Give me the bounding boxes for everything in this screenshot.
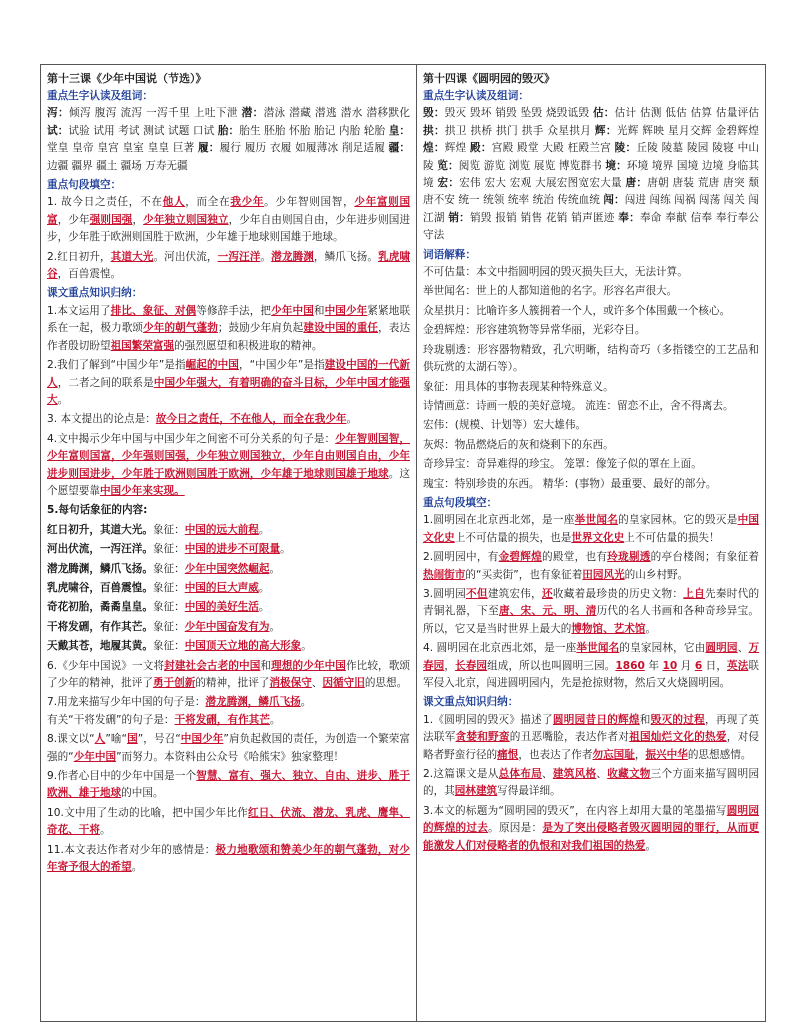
vocab-item: 象征：用具体的事物表现某种特殊意义。: [423, 380, 614, 393]
body-text: 2.红日初升，: [47, 250, 111, 263]
punctuation: 。: [258, 581, 270, 594]
symbol-sentence: 河出伏流，一泻汪洋。: [47, 543, 153, 556]
body-text: ，也表达了作者: [518, 748, 593, 761]
body-text: 2.我们了解到“中国少年”是指: [47, 359, 186, 372]
body-text: 月: [677, 659, 695, 672]
symbol-row: [47, 541, 410, 558]
symbol-row: [47, 599, 410, 616]
body-text: 1.《圆明园的毁灭》描述了: [423, 713, 553, 726]
body-text: 等修辞手法，把: [196, 304, 272, 317]
section-heading-words: 重点生字认读及组词：: [47, 90, 153, 102]
word-key: 履：: [198, 142, 220, 155]
body-text: 4. 圆明园在北京西北郊，是一座: [423, 642, 577, 655]
answer-text: 中国少年: [180, 733, 224, 746]
knowledge-10: [47, 805, 410, 840]
answer-text: 圆明园昔日的辉煌: [552, 713, 640, 726]
knowledge-7: [47, 694, 410, 729]
word-group: 销毁 报销 销售 花销 销声匿迹: [470, 211, 619, 224]
answer-text: 上自: [683, 587, 705, 600]
word-group: 环境 境界 国境 边境 身临其境: [423, 159, 760, 190]
body-text: 。: [260, 250, 272, 263]
section-heading-knowledge: 课文重点知识归纳：: [47, 287, 143, 300]
body-text: 上不可估量的损失！: [624, 531, 720, 544]
word-group: 估计 估测 低估 估算 估量评估: [614, 107, 760, 120]
symbol-meaning: 中国的进步不可限量: [184, 543, 281, 556]
symbol-sentence: 红日初升，其道大光。: [47, 523, 153, 536]
lesson-14-title: 第十四课《圆明园的毁灭》: [423, 72, 555, 85]
vocab-item: 金碧辉煌：形容建筑物等异常华丽，光彩夺目。: [423, 324, 646, 337]
answer-text: 故今日之责任，不在他人，而全在我少年: [155, 413, 347, 426]
body-text: 1.本文运用了: [47, 304, 111, 317]
symbol-sentence: 奇花初胎，矞矞皇皇。: [47, 601, 153, 614]
section-heading-words: 重点生字认读及组词：: [423, 90, 529, 102]
body-text: 的思想感情。: [687, 748, 752, 761]
body-text: 的山乡村野。: [624, 568, 689, 581]
fill-blank-2: [47, 249, 410, 284]
worksheet-table: [40, 64, 766, 1022]
body-text: 年: [644, 659, 663, 672]
answer-text: 贪婪和野蛮: [455, 731, 510, 744]
answer-text: 建筑风格: [552, 768, 597, 781]
word-key: 估：: [592, 107, 615, 120]
word-group: 履行 履历 衣履 如履薄冰 削足适履: [219, 142, 389, 155]
fill-blank-2: [423, 549, 759, 584]
body-text: 。: [269, 713, 281, 726]
knowledge-11: [47, 842, 410, 877]
symbol-row: [47, 619, 410, 636]
word-key: 煌：: [423, 142, 445, 155]
answer-text: 圆明园的辉煌的过去: [423, 804, 759, 835]
word-group: 丘陵 陵墓 陵园 陵寝 中山陵: [423, 142, 760, 172]
answer-text: 玲珑剔透: [607, 551, 651, 564]
knowledge-5-heading: 5.每句话象征的内容:: [47, 504, 148, 517]
body-text: 2.圆明园中，有: [423, 551, 499, 564]
body-text: 、: [542, 768, 553, 781]
answer-text: 少年中国: [271, 304, 314, 317]
answer-text: 总体布局: [498, 768, 543, 781]
answer-text: 封建社会古老的中国: [164, 659, 261, 672]
answer-text: 英法: [727, 659, 749, 672]
answer-text: 举世闻名: [574, 514, 619, 527]
vocab-item: 宏伟：(规模、计划等）宏大雄伟。: [423, 419, 587, 432]
symbol-sentence: 乳虎啸谷，百兽震惶。: [47, 581, 153, 594]
symbol-label: 象征：: [152, 581, 185, 594]
vocab-item: 众星拱月：比喻许多人簇拥着一个人，或许多个体围戴一个核心。: [423, 304, 731, 317]
symbol-sentence: 潜龙腾渊，鳞爪飞扬。: [47, 562, 153, 575]
body-text: 4.文中揭示少年中国与中国少年之间密不可分关系的句子是：: [47, 432, 336, 445]
body-text: ”，号召“: [137, 733, 181, 746]
answer-text: 强则国强: [89, 213, 133, 226]
body-text: 组成，所以也叫圆明三园。: [487, 659, 616, 672]
body-text: ，表达作者殷切盼望: [47, 322, 411, 352]
knowledge-1: [47, 303, 410, 355]
body-text: ，百兽震惶。: [57, 268, 122, 281]
answer-text: 潜龙腾渊，鳞爪飞扬: [205, 696, 301, 709]
body-text: ，而全在: [185, 196, 231, 209]
body-text: 三个方面来描写圆明园的，其: [423, 768, 760, 798]
answer-text: 少年独立则国独立: [143, 213, 229, 226]
word-group: 阅览 游览 浏览 展览 博览群书: [458, 159, 606, 172]
word-key: 陵：: [614, 142, 637, 155]
vocab-list: [423, 264, 759, 493]
body-text: 的皇家园林，它由: [619, 642, 706, 655]
answer-text: 中国文化史: [423, 514, 760, 544]
answer-text: 理想的少年中国: [271, 659, 346, 672]
body-text: 。: [300, 696, 312, 709]
word-key: 闯：: [603, 194, 625, 207]
symbol-meaning: 中国的巨大声威: [184, 581, 259, 594]
fill-blank-1: [423, 512, 759, 547]
answer-text: 园林建筑: [454, 785, 498, 798]
word-key: 毁：: [423, 107, 445, 120]
word-group: 潜泳 潜藏 潜逃 潜水 潜移默化: [263, 107, 411, 120]
answer-text: 10: [662, 659, 678, 672]
body-text: 历代的名人书画和各种奇珍异宝。所以，它又是当时世界上最大的: [423, 605, 760, 635]
body-text: ；鼓励少年肩负起: [217, 322, 304, 335]
body-text: 收藏着最珍贵的历史文物：: [552, 587, 684, 600]
answer-text: 人: [94, 733, 106, 746]
answer-text: 毁灭的过程: [650, 713, 705, 726]
answer-text: 红日、伏流、潜龙、乳虎、鹰隼、奇花、干将: [47, 806, 410, 837]
symbol-label: 象征：: [152, 620, 185, 633]
word-key: 疆：: [388, 142, 410, 155]
word-key: 殿：: [470, 142, 492, 155]
word-group: 辉煌: [444, 142, 471, 155]
body-text: 的殿堂，也有: [542, 551, 608, 564]
word-key: 境：: [605, 159, 627, 172]
knowledge-4: [47, 431, 410, 501]
body-text: 、: [596, 768, 608, 781]
symbol-meaning: 中国的远大前程: [184, 523, 259, 536]
body-text: 。: [99, 824, 111, 837]
word-key: 销：: [448, 211, 471, 224]
answer-text: 收藏文物: [607, 768, 651, 781]
body-text: 的“买卖街”，也有象征着: [465, 568, 583, 581]
body-text: 。: [645, 622, 657, 635]
word-key: 览：: [437, 159, 459, 172]
vocab-item: 不可估量：本文中指圆明园的毁灭损失巨大，无法计算。: [423, 266, 688, 279]
word-list: [47, 105, 410, 175]
body-text: 3.圆明园: [423, 587, 466, 600]
word-key: 奉：: [618, 211, 640, 224]
word-list: [423, 105, 759, 244]
word-group: 堂皇 皇帝 皇宫 皇室 皇皇 巨著: [47, 142, 198, 155]
body-text: 1.圆明园在北京西北郊，是一座: [423, 514, 575, 527]
body-text: 。原因是：: [488, 822, 543, 835]
answer-text: 因循守旧: [322, 677, 365, 689]
word-key: 唐：: [625, 177, 648, 190]
body-text: ”肩负起救国的责任，为创造一个繁荣富强的“: [47, 733, 410, 763]
fill-blank-4: [423, 640, 759, 692]
body-text: 上不可估量的损失，也是: [454, 531, 572, 544]
answer-text: 祖国灿烂文化的热爱: [629, 731, 727, 744]
word-group: 试验 试用 考试 测试 试题 口试: [68, 124, 218, 137]
answer-text: 中国少年强大，有着明确的奋斗目标，少年中国才能强大: [47, 376, 411, 406]
word-group: 毁灭 毁坏 销毁 坠毁 烧毁诋毁: [444, 107, 593, 120]
body-text: ，“中国少年”是指: [238, 359, 325, 372]
answer-text: 圆明园: [705, 642, 738, 655]
answer-text: 消极保守: [269, 677, 312, 689]
body-text: 的思想。: [364, 677, 408, 689]
answer-text: 少年中国: [73, 750, 117, 763]
knowledge-3: [423, 803, 759, 855]
body-text: 8.课文以“: [47, 733, 95, 746]
answer-text: 一泻汪洋: [217, 250, 261, 263]
answer-text: 建设中国的重任: [303, 322, 379, 335]
symbol-meaning: 中国的美好生活: [184, 601, 259, 614]
symbol-meaning: 少年中国奋发有为: [184, 620, 270, 633]
body-text: 、: [737, 642, 749, 655]
body-text: 。少年智则国智，: [264, 196, 355, 209]
symbol-label: 象征：: [152, 562, 185, 575]
body-text: 6.《少年中国说》一文将: [47, 659, 165, 672]
answer-text: 唐、宋、元、明、清: [498, 605, 597, 618]
lesson-14-column: [417, 65, 765, 1021]
section-heading-knowledge: 课文重点知识归纳：: [423, 696, 519, 709]
body-text: 建筑宏伟，: [487, 587, 543, 600]
answer-text: 万春园: [423, 642, 760, 672]
lesson-13-title: 第十三课《少年中国说（节选）》: [47, 72, 207, 85]
body-text: 7.用龙来描写少年中国的句子是：: [47, 696, 206, 709]
word-group: 边疆 疆界 疆土 疆场 万寿无疆: [47, 159, 188, 172]
symbol-row: [47, 580, 410, 597]
body-text: 的亭台楼阁；有象征着: [650, 551, 760, 564]
answer-text: 还: [542, 587, 553, 600]
body-text: 、: [311, 677, 323, 689]
knowledge-6: [47, 658, 410, 693]
body-text: ，再现了英法联军: [423, 713, 760, 744]
answer-text: 祖国繁荣富强: [110, 339, 175, 352]
body-text: 日，: [702, 659, 728, 672]
vocab-item: 瑰宝：特别珍贵的东西。 精华：(事物）最重要、最好的部分。: [423, 477, 717, 490]
body-text: ，少年自由则国自由，少年进步则国进步，少年胜于欧洲则国胜于欧洲，少年雄于地球则国雄于地球。: [47, 213, 411, 244]
word-key: 辉：: [594, 124, 617, 137]
body-text: 。: [346, 413, 358, 426]
word-key: 皇：: [388, 124, 410, 137]
answer-text: 勿忘国耻: [592, 748, 635, 761]
answer-text: 博物馆、艺术馆: [571, 622, 646, 635]
section-heading-vocab: 词语解释：: [423, 248, 476, 261]
body-text: 11.本文表达作者对少年的感情是：: [47, 843, 216, 856]
answer-text: 1860: [615, 659, 645, 672]
body-text: ，少年: [57, 213, 90, 226]
answer-text: 少年的朝气蓬勃: [143, 322, 218, 335]
knowledge-2: [47, 357, 410, 409]
body-text: ，鳞爪飞扬。: [313, 250, 379, 263]
body-text: 作比较，歌颂了少年的精神，批评了: [47, 659, 411, 689]
fill-blank-3: [423, 586, 759, 638]
body-text: 的精神，批评了: [195, 677, 270, 689]
symbol-row: [47, 561, 410, 578]
answer-text: 少年富则国富: [47, 196, 411, 226]
body-text: 9.作者心目中的少年中国是一个: [47, 770, 197, 783]
body-text: 的皇家园林。它的毁灭是: [618, 514, 738, 527]
punctuation: 。: [269, 562, 281, 575]
word-group: 倾泻 腹泻 流泻 一泻千里 上吐下泄: [68, 107, 242, 120]
symbol-sentence: 干将发硎，有作其芒。: [47, 620, 153, 633]
punctuation: 。: [301, 640, 312, 653]
word-group: 光辉 辉映 星月交辉 金碧辉煌: [616, 124, 760, 137]
word-group: 唐朝 唐装 荒唐 唐突 颓唐不安 统一 统领 统率 统治 传统血统: [423, 177, 760, 207]
body-text: 3. 本文提出的论点是：: [47, 413, 156, 426]
answer-text: 乳虎啸谷: [47, 250, 411, 281]
word-key: 拱：: [423, 124, 445, 137]
body-text: ”喻“: [105, 733, 128, 746]
word-group: 拱卫 拱桥 拱门 拱手 众星拱月: [444, 124, 595, 137]
body-text: 有关“干将发硎”的句子是：: [47, 713, 175, 726]
symbol-row: [47, 638, 410, 655]
symbol-label: 象征：: [152, 543, 185, 556]
knowledge-2: [423, 766, 759, 801]
punctuation: 。: [258, 523, 270, 536]
vocab-item: 举世闻名：世上的人都知道他的名字。形容名声很大。: [423, 285, 678, 298]
body-text: ，二者之间的联系是: [57, 376, 154, 389]
body-text: 1. 故今日之责任，不在: [47, 196, 163, 209]
word-group: 奉命 奉献 信奉 奉行奉公守法: [423, 211, 760, 242]
answer-text: 干将发硎，有作其芒: [174, 713, 270, 726]
symbol-sentence: 天戴其苍，地履其黄。: [47, 640, 153, 653]
answer-text: 长春园: [455, 659, 488, 672]
word-group: 闯进 闯练 闯祸 闯荡 闯关 闯江湖: [423, 194, 759, 224]
word-key: 试：: [47, 124, 69, 137]
answer-text: 中国少年: [324, 304, 368, 317]
answer-text: 少年智则国智，少年富则国富，少年强则国强，少年独立则国独立，少年自由则国自由，少年进步则国进步，少年胜于欧洲则国胜于欧洲，少年雄于地球则国雄于地球: [47, 432, 411, 480]
section-heading-sentences: 重点句段填空：: [47, 179, 122, 192]
answer-text: 他人: [162, 196, 186, 209]
answer-text: 金碧辉煌: [498, 551, 543, 564]
answer-text: 热闹街市: [423, 568, 466, 581]
answer-text: 痛恨: [497, 748, 519, 761]
word-group: 宫殿 殿堂 大殿 枉殿兰宫: [491, 142, 615, 155]
answer-text: 田园风光: [582, 568, 625, 581]
word-key: 宏：: [437, 177, 460, 190]
answer-text: 崛起的中国: [185, 359, 239, 372]
word-key: 胎：: [217, 124, 240, 137]
body-text: 。: [57, 393, 69, 406]
answer-text: 世界文化史: [571, 531, 625, 544]
body-text: 和: [313, 304, 325, 317]
knowledge-9: [47, 768, 410, 803]
body-text: 。: [645, 839, 657, 852]
word-group: 胎生 胚胎 怀胎 胎记 内胎 轮胎: [239, 124, 389, 137]
body-text: ，: [444, 659, 456, 672]
body-text: 的丑恶嘴脸，表达作者对: [509, 731, 630, 744]
body-text: 10.文中用了生动的比喻，把中国少年比作: [47, 806, 248, 819]
vocab-item: 灰烬：物品燃烧后的灰和烧剩下的东西。: [423, 438, 614, 451]
answer-text: 智慧、富有、强大、独立、自由、进步、胜于欧洲、雄于地球: [47, 770, 411, 800]
punctuation: 。: [280, 543, 291, 556]
body-text: ，: [634, 748, 646, 761]
section-heading-sentences: 重点句段填空：: [423, 496, 498, 509]
body-text: 紧紧地联系在一起，极力歌颂: [47, 304, 411, 335]
knowledge-8: [47, 731, 410, 766]
answer-text: 是为了突出侵略者毁灭圆明园的罪行，从而更能激发人们对侵略者的仇恨和对我们祖国的热爱: [423, 822, 760, 852]
answer-text: 举世闻名: [576, 642, 620, 655]
body-text: 的强烈愿望和积极进取的精神。: [174, 339, 323, 352]
word-key: 泻：: [47, 107, 69, 120]
word-group: 宏伟 宏大 宏观 大展宏图宽宏大量: [459, 177, 626, 190]
answer-text: 6: [694, 659, 703, 672]
answer-text: 勇于创新: [152, 677, 196, 689]
answer-text: 极力地歌颂和赞美少年的朝气蓬勃，对少年寄予很大的希望: [47, 843, 410, 874]
body-text: 。这个愿望要靠: [47, 467, 411, 497]
body-text: ，对侵略者野蛮行径的: [423, 731, 760, 761]
answer-text: 其道大光: [110, 250, 154, 263]
symbol-row: [47, 522, 410, 539]
answer-text: 国: [127, 733, 138, 746]
lesson-13-column: [41, 65, 417, 1021]
fill-blank-1: [47, 194, 410, 246]
vocab-item: 玲珑剔透：形容器物精致，孔穴明晰，结构奇巧（多指镂空的工艺品和供玩赏的太湖石等）。: [423, 343, 759, 374]
symbol-label: 象征：: [152, 523, 185, 536]
symbol-label: 象征：: [152, 640, 185, 653]
body-text: 的中国。: [121, 787, 164, 800]
symbol-list: [47, 522, 410, 656]
symbol-meaning: 中国顶天立地的高大形象: [184, 640, 302, 653]
word-key: 潜：: [241, 107, 264, 120]
body-text: 和: [639, 713, 651, 726]
knowledge-3: [47, 411, 410, 428]
punctuation: 。: [258, 601, 270, 614]
body-text: 写得最详细。: [497, 785, 561, 798]
body-text: 和: [260, 659, 272, 672]
answer-text: 中国少年来实现。: [99, 484, 185, 497]
answer-text: 振兴中华: [645, 748, 688, 761]
punctuation: 。: [269, 620, 281, 633]
body-text: ”而努力。本资料由公众号《哈熊宋》独家整理！: [116, 750, 345, 763]
answer-text: 不但: [465, 587, 488, 600]
symbol-meaning: 少年中国突然崛起: [184, 562, 270, 575]
answer-text: 排比、象征、对偶: [110, 304, 197, 317]
body-text: 。河出伏流，: [153, 250, 218, 263]
knowledge-1: [423, 712, 759, 764]
body-text: ，: [132, 213, 144, 226]
symbol-label: 象征：: [152, 601, 185, 614]
answer-text: 我少年: [230, 196, 265, 209]
body-text: 联军侵入北京，闯进圆明园内，先是抢掠财物，然后又火烧圆明园。: [423, 659, 760, 689]
vocab-item: 诗情画意：诗画一般的美好意境。 流连：留恋不止，舍不得离去。: [423, 399, 734, 412]
body-text: 2.这篇课文是从: [423, 768, 499, 781]
body-text: 先秦时代的青铜礼器，下至: [423, 587, 760, 618]
body-text: 3.本文的标题为“圆明园的毁灭”，在内容上却用大量的笔墨描写: [423, 804, 727, 817]
body-text: 。: [131, 861, 143, 874]
answer-text: 潜龙腾渊: [271, 250, 314, 263]
answer-text: 建设中国的一代新人: [47, 359, 410, 389]
vocab-item: 奇珍异宝：奇异难得的珍宝。 笼罩：像笼子似的罩在上面。: [423, 458, 702, 471]
